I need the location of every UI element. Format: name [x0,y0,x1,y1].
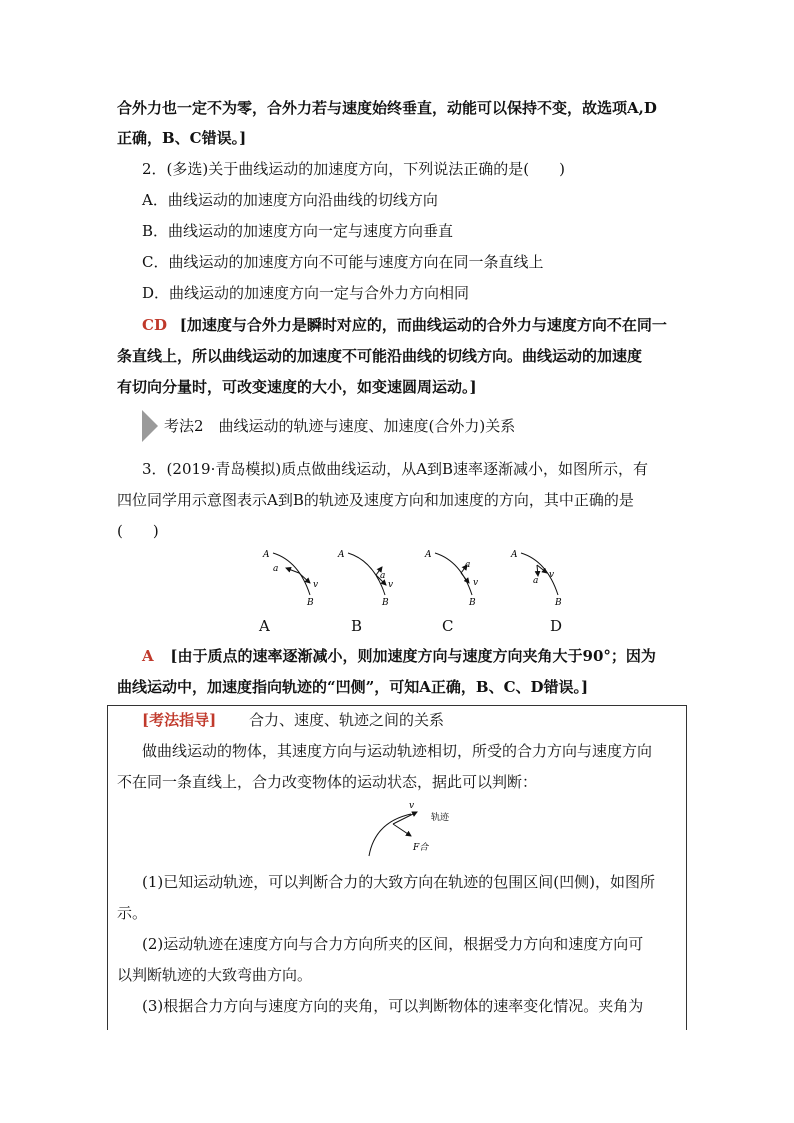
force-arrow [393,824,411,836]
acceleration-arrow [537,565,538,576]
question-2-stem: 2．(多选)关于曲线运动的加速度方向，下列说法正确的是( ) [142,160,565,178]
trajectory-curve [273,553,310,595]
text-line: 四位同学用示意图表示A到B的轨迹及速度方向和加速度的方向，其中正确的是 [117,491,634,509]
diagram-c [424,550,478,607]
point-a-label: A [511,550,518,560]
acceleration-label: a [380,571,386,581]
question-3-diagrams [255,545,585,607]
question-2-option-d: D．曲线运动的加速度方向一定与合外力方向相同 [142,284,470,302]
velocity-label: v [549,570,555,580]
velocity-label: v [388,580,394,590]
text-line: 合外力也一定不为零，合外力若与速度始终垂直，动能可以保持不变，故选项A,D [117,99,657,117]
point-b-label: B [382,598,389,607]
diagram-d [510,550,562,607]
question-2-option-a: A．曲线运动的加速度方向沿曲线的切线方向 [142,191,438,209]
text-line: 曲线运动中，加速度指向轨迹的“凹侧”，可知A正确，B、C、D错误。] [117,678,589,696]
answer-3-key: A [142,647,154,665]
velocity-arrow [393,812,417,824]
box-subtitle: 合力、速度、轨迹之间的关系 [248,711,444,729]
velocity-label: v [313,580,319,590]
text-line: 以判断轨迹的大致弯曲方向。 [117,966,313,984]
answer-2 [142,315,667,335]
answer-3-explanation: [由于质点的速率逐渐减小，则加速度方向与速度方向夹角大于90°；因为 [170,647,656,665]
acceleration-label: a [533,576,539,586]
force-label: F合 [413,843,429,853]
velocity-label: v [473,578,479,588]
trajectory-curve [369,814,411,856]
question-2-option-b: B．曲线运动的加速度方向一定与速度方向垂直 [142,222,454,240]
velocity-arrow [461,573,469,583]
point-a-label: A [425,550,432,560]
section-arrow-icon [142,410,158,442]
text-line: (3)根据合力方向与速度方向的夹角，可以判断物体的速率变化情况。夹角为 [142,997,644,1015]
text-line: (1)已知运动轨迹，可以判断合力的大致方向在轨迹的包围区间(凹侧)，如图所 [142,873,655,891]
acceleration-arrow [286,568,299,573]
option-label-d: D [550,617,563,635]
text-line: (2)运动轨迹在速度方向与合力方向所夹的区间，根据受力方向和速度方向可 [142,935,644,953]
box-header [142,710,444,730]
point-b-label: B [469,598,476,607]
velocity-label: v [409,801,415,811]
text-line: ( ) [117,522,159,540]
text-line: 条直线上，所以曲线运动的加速度不可能沿曲线的切线方向。曲线运动的加速度 [117,347,643,365]
text-line: 有切向分量时，可改变速度的大小，如变速圆周运动。] [117,378,477,396]
acceleration-label: a [273,564,279,574]
trajectory-label: 轨迹 [431,813,450,823]
text-line: 做曲线运动的物体，其速度方向与运动轨迹相切，所受的合力方向与速度方向 [142,742,653,760]
box-title: [考法指导] [142,711,217,729]
section-title: 考法2 曲线运动的轨迹与速度、加速度(合外力)关系 [164,417,516,435]
answer-2-explanation: [加速度与合外力是瞬时对应的，而曲线运动的合外力与速度方向不在同一 [179,316,667,334]
answer-3 [142,646,656,666]
diagram-b [337,550,393,607]
text-line: 示。 [117,904,148,922]
text-line: 不在同一条直线上，合力改变物体的运动状态，据此可以判断： [117,773,538,791]
option-label-c: C [442,617,454,635]
force-trajectory-diagram [355,798,465,860]
diagram-a [262,550,318,607]
point-b-label: B [555,598,562,607]
question-2-option-c: C．曲线运动的加速度方向不可能与速度方向在同一条直线上 [142,253,544,271]
answer-2-key: CD [142,316,167,334]
option-label-b: B [351,617,363,635]
option-label-a: A [259,617,270,635]
question-3-stem: 3．(2019·青岛模拟)质点做曲线运动，从A到B速率逐渐减小，如图所示，有 [142,460,649,478]
point-a-label: A [338,550,345,560]
text-line: 正确，B、C错误。] [117,129,247,147]
section-header [142,410,542,442]
point-b-label: B [307,598,314,607]
acceleration-label: a [465,560,471,570]
point-a-label: A [263,550,270,560]
